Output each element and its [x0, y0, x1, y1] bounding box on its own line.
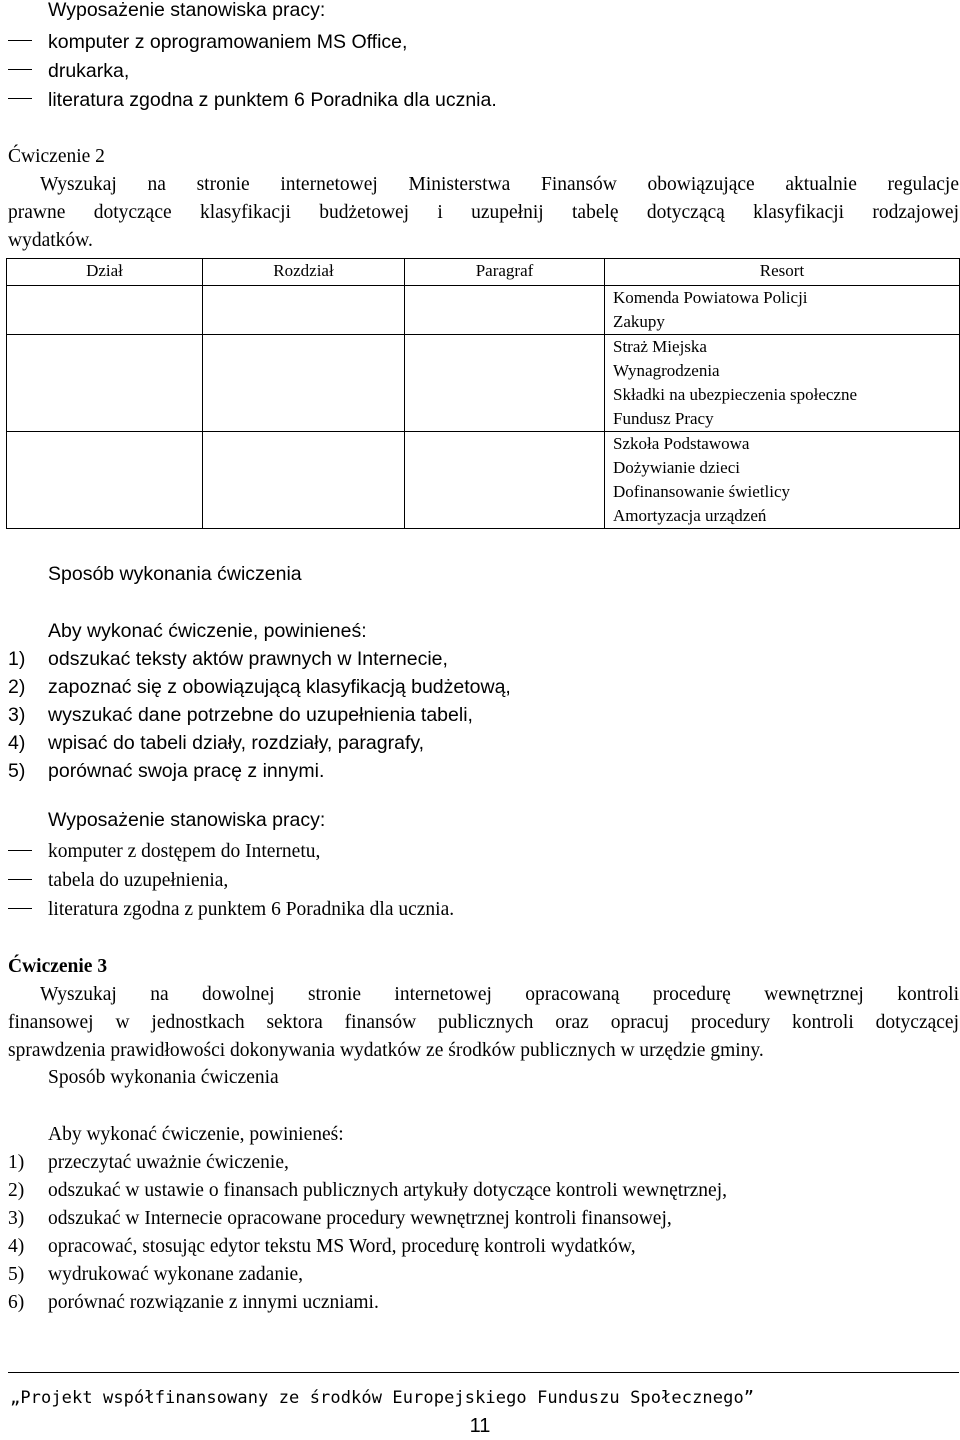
- bullet-dash: [8, 98, 32, 99]
- equipment-item: komputer z dostępem do Internetu,: [48, 841, 321, 862]
- empty-cell: [203, 335, 405, 432]
- step-number: 6): [8, 1292, 25, 1313]
- table-row: [7, 335, 960, 432]
- exercise3-task-line-2: finansowej w jednostkach sektora finansów publicznych oraz opracuj procedury kontroli dotyczącej: [8, 1012, 959, 1033]
- step-text: opracować, stosując edytor tekstu MS Word, procedurę kontroli wydatków,: [48, 1236, 636, 1257]
- exercise3-method-heading: Sposób wykonania ćwiczenia: [48, 1067, 279, 1088]
- header-rozdzial: Rozdział: [203, 259, 405, 286]
- resort-line: Dofinansowanie świetlicy: [613, 482, 791, 501]
- empty-cell: [405, 335, 605, 432]
- header-paragraf: Paragraf: [405, 259, 605, 286]
- step-text: wydrukować wykonane zadanie,: [48, 1264, 304, 1285]
- empty-cell: [405, 286, 605, 335]
- resort-cell: [605, 286, 960, 335]
- empty-cell: [203, 432, 405, 529]
- table-row: [7, 432, 960, 529]
- bullet-dash: [8, 69, 32, 70]
- equipment-item: tabela do uzupełnienia,: [48, 870, 229, 891]
- top-equipment-item-1: komputer z oprogramowaniem MS Office,: [48, 31, 408, 53]
- resort-line: Dożywianie dzieci: [613, 458, 740, 477]
- resort-line: Wynagrodzenia: [613, 361, 720, 380]
- resort-cell: [605, 335, 960, 432]
- step-text: przeczytać uważnie ćwiczenie,: [48, 1152, 289, 1173]
- header-resort: Resort: [605, 259, 960, 286]
- classification-table: [6, 258, 960, 529]
- step-text: zapoznać się z obowiązującą klasyfikacją budżetową,: [48, 676, 511, 698]
- resort-line: Straż Miejska: [613, 337, 707, 356]
- resort-cell: [605, 432, 960, 529]
- resort-line: Fundusz Pracy: [613, 409, 714, 428]
- empty-cell: [203, 286, 405, 335]
- empty-cell: [7, 335, 203, 432]
- exercise2-method-heading: Sposób wykonania ćwiczenia: [48, 563, 302, 585]
- top-equipment-item-2: drukarka,: [48, 60, 130, 82]
- step-number: 3): [8, 704, 26, 726]
- step-number: 4): [8, 1236, 25, 1257]
- bullet-dash: [8, 850, 32, 851]
- exercise3-title: Ćwiczenie 3: [8, 956, 108, 977]
- footer-text: „Projekt współfinansowany ze środków Europejskiego Funduszu Społecznego”: [10, 1388, 755, 1408]
- table-row: [7, 286, 960, 335]
- exercise2-task-line-3: wydatków.: [8, 230, 93, 251]
- bullet-dash: [8, 879, 32, 880]
- step-number: 3): [8, 1208, 25, 1229]
- step-number: 5): [8, 1264, 25, 1285]
- exercise3-intro: Aby wykonać ćwiczenie, powinieneś:: [48, 1124, 344, 1145]
- exercise2-equipment-heading: Wyposażenie stanowiska pracy:: [48, 809, 326, 831]
- step-number: 1): [8, 648, 26, 670]
- equipment-item: literatura zgodna z punktem 6 Poradnika dla ucznia.: [48, 899, 455, 920]
- exercise2-title: Ćwiczenie 2: [8, 146, 105, 167]
- table-header-row: [7, 259, 960, 286]
- top-equipment-heading: Wyposażenie stanowiska pracy:: [48, 0, 326, 21]
- step-number: 4): [8, 732, 26, 754]
- step-text: wyszukać dane potrzebne do uzupełnienia tabeli,: [48, 704, 473, 726]
- step-number: 5): [8, 760, 26, 782]
- step-text: wpisać do tabeli działy, rozdziały, paragrafy,: [48, 732, 425, 754]
- step-text: odszukać w ustawie o finansach publicznych artykuły dotyczące kontroli wewnętrznej,: [48, 1180, 728, 1201]
- resort-line: Szkoła Podstawowa: [613, 434, 750, 453]
- step-text: porównać rozwiązanie z innymi uczniami.: [48, 1292, 379, 1313]
- resort-line: Amortyzacja urządzeń: [613, 506, 767, 525]
- resort-line: Składki na ubezpieczenia społeczne: [613, 385, 858, 404]
- bullet-dash: [8, 908, 32, 909]
- step-number: 1): [8, 1152, 25, 1173]
- page-number: 11: [469, 1415, 491, 1437]
- exercise2-intro: Aby wykonać ćwiczenie, powinieneś:: [48, 620, 367, 642]
- exercise3-task-line-3: sprawdzenia prawidłowości dokonywania wydatków ze środków publicznych w urzędzie gminy.: [8, 1040, 764, 1061]
- resort-line: Komenda Powiatowa Policji: [613, 288, 808, 307]
- step-number: 2): [8, 1180, 25, 1201]
- exercise2-task-line-1: Wyszukaj na stronie internetowej Ministerstwa Finansów obowiązujące aktualnie regulacje: [40, 174, 959, 195]
- bullet-dash: [8, 40, 32, 41]
- resort-line: Zakupy: [613, 312, 665, 331]
- header-dzial: Dział: [7, 259, 203, 286]
- footer-rule: [8, 1372, 959, 1373]
- step-text: odszukać teksty aktów prawnych w Internecie,: [48, 648, 448, 670]
- step-number: 2): [8, 676, 26, 698]
- exercise3-task-line-1: Wyszukaj na dowolnej stronie internetowej opracowaną procedurę wewnętrznej kontroli: [40, 984, 959, 1005]
- exercise2-task-line-2: prawne dotyczące klasyfikacji budżetowej i uzupełnij tabelę dotyczącą klasyfikacji rodzajowej: [8, 202, 959, 223]
- empty-cell: [7, 432, 203, 529]
- top-equipment-item-3: literatura zgodna z punktem 6 Poradnika dla ucznia.: [48, 89, 497, 111]
- step-text: odszukać w Internecie opracowane procedury wewnętrznej kontroli finansowej,: [48, 1208, 672, 1229]
- step-text: porównać swoja pracę z innymi.: [48, 760, 325, 782]
- empty-cell: [7, 286, 203, 335]
- empty-cell: [405, 432, 605, 529]
